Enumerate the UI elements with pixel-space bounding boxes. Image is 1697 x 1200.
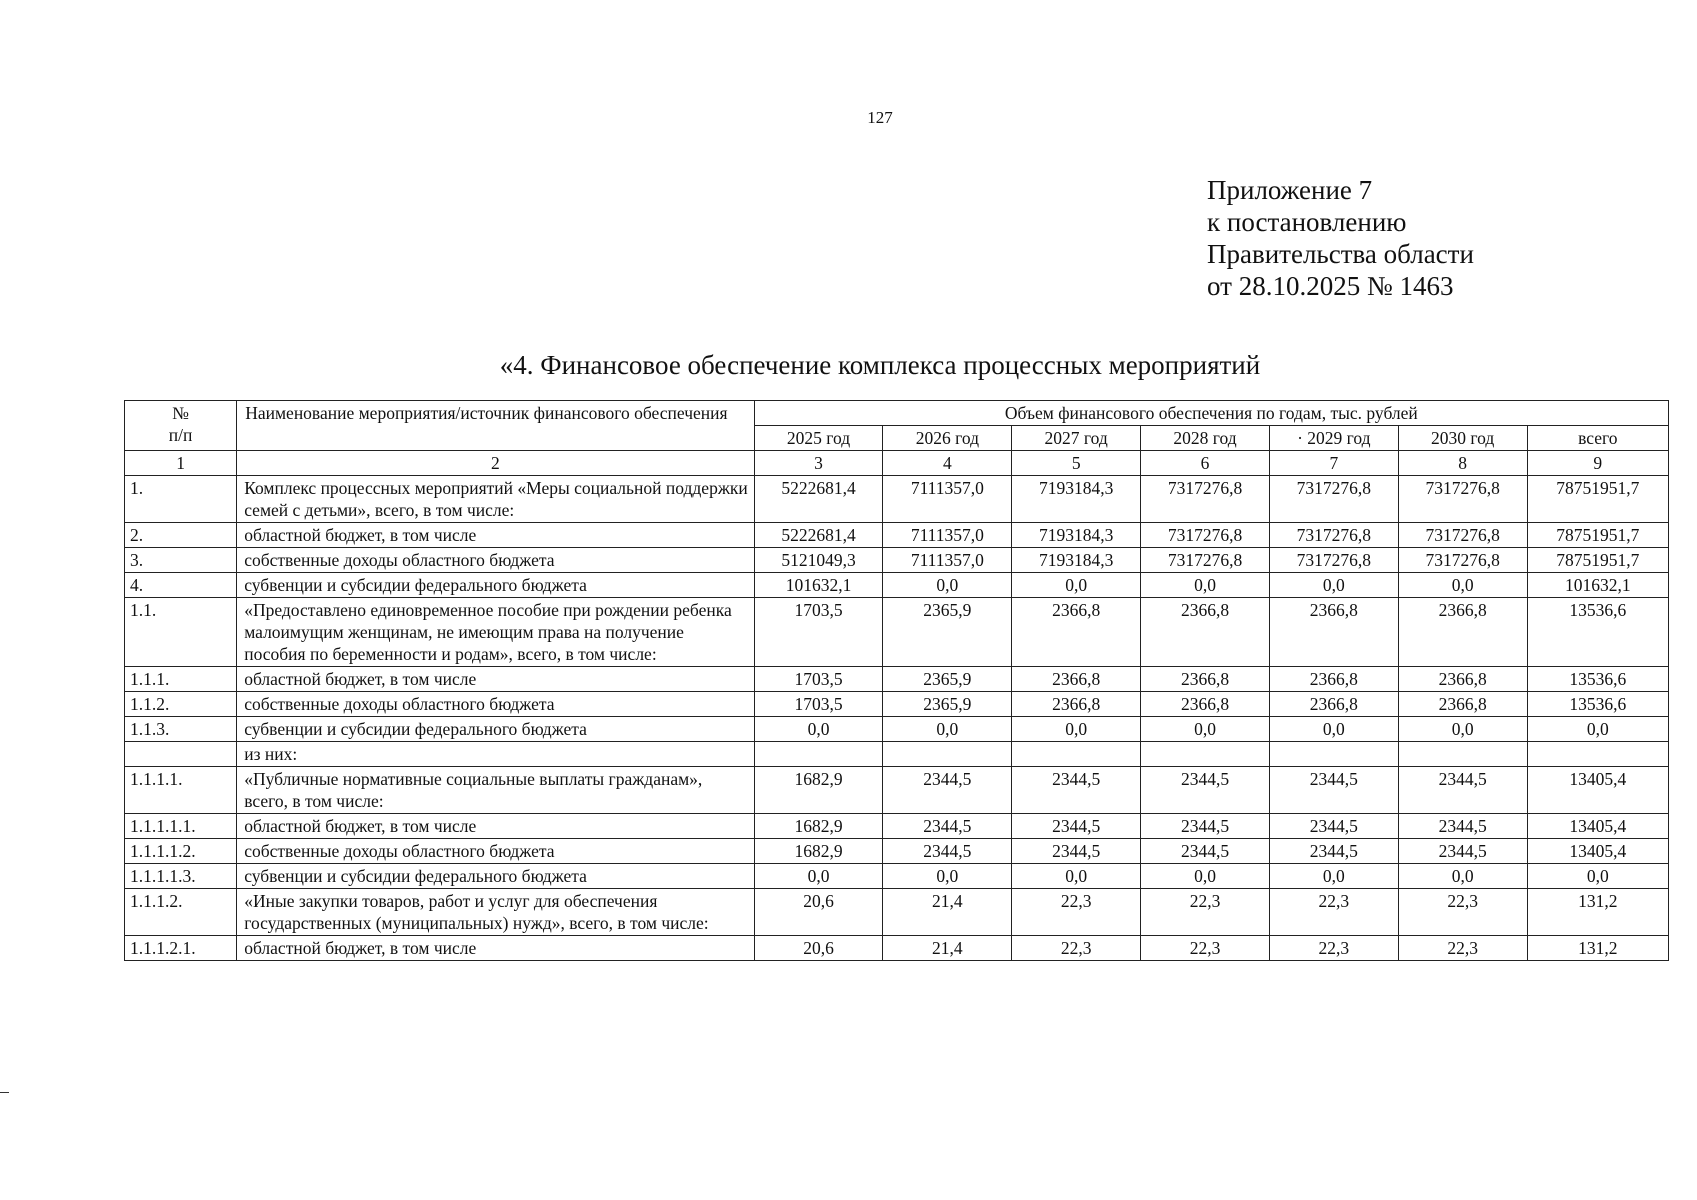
row-value: 2366,8 — [1269, 598, 1398, 667]
row-value: 5222681,4 — [754, 523, 883, 548]
row-value — [1012, 742, 1141, 767]
row-value: 1703,5 — [754, 667, 883, 692]
col-number: 2 — [237, 451, 754, 476]
table-body — [125, 476, 1669, 961]
row-value: 1682,9 — [754, 839, 883, 864]
appendix-line: к постановлению — [1207, 207, 1407, 237]
row-value: 21,4 — [883, 936, 1012, 961]
row-value: 2366,8 — [1012, 692, 1141, 717]
table-row — [125, 573, 1669, 598]
row-value: 1703,5 — [754, 692, 883, 717]
appendix-block — [1207, 174, 1474, 302]
row-value: 0,0 — [754, 864, 883, 889]
row-value: 22,3 — [1012, 889, 1141, 936]
row-value: 1703,5 — [754, 598, 883, 667]
row-value: 0,0 — [883, 864, 1012, 889]
row-value: 2344,5 — [1141, 839, 1270, 864]
row-value: 2344,5 — [1398, 839, 1527, 864]
table-row — [125, 742, 1669, 767]
row-value: 22,3 — [1269, 936, 1398, 961]
table-row — [125, 936, 1669, 961]
row-number: 1.1.1.2. — [125, 889, 237, 936]
row-value: 22,3 — [1269, 889, 1398, 936]
row-value: 0,0 — [1398, 864, 1527, 889]
row-value: 0,0 — [1269, 717, 1398, 742]
header-year: 2025 год — [754, 426, 883, 451]
margin-mark — [0, 1092, 9, 1093]
row-value — [754, 742, 883, 767]
row-name: из них: — [237, 742, 754, 767]
row-value: 7317276,8 — [1398, 476, 1527, 523]
row-number: 1.1.3. — [125, 717, 237, 742]
row-name: областной бюджет, в том числе — [237, 667, 754, 692]
row-value: 2366,8 — [1141, 667, 1270, 692]
row-total: 13536,6 — [1527, 692, 1668, 717]
row-total: 131,2 — [1527, 889, 1668, 936]
col-number: 9 — [1527, 451, 1668, 476]
row-value: 22,3 — [1012, 936, 1141, 961]
row-value: 7317276,8 — [1141, 476, 1270, 523]
row-value — [1269, 742, 1398, 767]
row-name: областной бюджет, в том числе — [237, 814, 754, 839]
row-number: 1.1.1.1.3. — [125, 864, 237, 889]
row-value: 7111357,0 — [883, 476, 1012, 523]
row-value: 2344,5 — [1141, 814, 1270, 839]
row-total: 0,0 — [1527, 864, 1668, 889]
row-value: 2366,8 — [1141, 598, 1270, 667]
appendix-line: Правительства области — [1207, 239, 1474, 269]
row-number: 1.1.1. — [125, 667, 237, 692]
row-total: 13405,4 — [1527, 767, 1668, 814]
row-value: 2365,9 — [883, 598, 1012, 667]
row-value: 2365,9 — [883, 692, 1012, 717]
row-value: 7317276,8 — [1269, 476, 1398, 523]
row-total: 78751951,7 — [1527, 548, 1668, 573]
row-total: 13536,6 — [1527, 667, 1668, 692]
row-value: 5121049,3 — [754, 548, 883, 573]
col-number: 3 — [754, 451, 883, 476]
header-year: · 2029 год — [1269, 426, 1398, 451]
row-number: 2. — [125, 523, 237, 548]
row-value: 0,0 — [1269, 573, 1398, 598]
row-value: 7317276,8 — [1141, 548, 1270, 573]
row-name: собственные доходы областного бюджета — [237, 692, 754, 717]
row-value: 0,0 — [1141, 717, 1270, 742]
table-row — [125, 889, 1669, 936]
row-value: 2344,5 — [1269, 839, 1398, 864]
row-value: 1682,9 — [754, 767, 883, 814]
row-number — [125, 742, 237, 767]
header-name: Наименование мероприятия/источник финансового обеспечения — [237, 401, 754, 451]
row-value: 7317276,8 — [1141, 523, 1270, 548]
row-value: 2366,8 — [1398, 598, 1527, 667]
row-name: «Публичные нормативные социальные выплаты гражданам», всего, в том числе: — [237, 767, 754, 814]
row-total: 13405,4 — [1527, 839, 1668, 864]
row-value: 2366,8 — [1012, 598, 1141, 667]
row-value: 22,3 — [1141, 936, 1270, 961]
row-value: 0,0 — [1141, 864, 1270, 889]
row-number: 1. — [125, 476, 237, 523]
header-year: 2028 год — [1141, 426, 1270, 451]
row-total: 0,0 — [1527, 717, 1668, 742]
row-number: 1.1.1.1. — [125, 767, 237, 814]
row-number: 1.1.1.2.1. — [125, 936, 237, 961]
row-value: 7317276,8 — [1398, 548, 1527, 573]
row-value: 2344,5 — [883, 839, 1012, 864]
page-number: 127 — [867, 108, 893, 127]
col-number: 5 — [1012, 451, 1141, 476]
row-value: 5222681,4 — [754, 476, 883, 523]
row-value: 0,0 — [883, 573, 1012, 598]
row-value: 2344,5 — [1398, 767, 1527, 814]
table-row — [125, 767, 1669, 814]
row-value: 0,0 — [1141, 573, 1270, 598]
table-row — [125, 717, 1669, 742]
appendix-line: от 28.10.2025 № 1463 — [1207, 271, 1454, 301]
row-name: субвенции и субсидии федерального бюджета — [237, 864, 754, 889]
table-row — [125, 598, 1669, 667]
col-number: 4 — [883, 451, 1012, 476]
row-number: 1.1. — [125, 598, 237, 667]
row-name: «Предоставлено единовременное пособие при рождении ребенка малоимущим женщинам, не имеющим права на получение пособия по беременности и родам», всего, в том числе: — [237, 598, 754, 667]
col-number: 7 — [1269, 451, 1398, 476]
row-number: 1.1.2. — [125, 692, 237, 717]
row-value: 2366,8 — [1141, 692, 1270, 717]
row-name: областной бюджет, в том числе — [237, 936, 754, 961]
row-value: 0,0 — [1269, 864, 1398, 889]
row-value: 2344,5 — [1012, 814, 1141, 839]
row-value: 0,0 — [1012, 864, 1141, 889]
row-number: 1.1.1.1.1. — [125, 814, 237, 839]
row-total: 131,2 — [1527, 936, 1668, 961]
row-value: 2344,5 — [1269, 814, 1398, 839]
row-total: 101632,1 — [1527, 573, 1668, 598]
row-value: 7317276,8 — [1269, 548, 1398, 573]
row-value — [883, 742, 1012, 767]
row-name: субвенции и субсидии федерального бюджета — [237, 717, 754, 742]
table-row — [125, 523, 1669, 548]
header-num: № п/п — [125, 401, 237, 451]
row-value: 20,6 — [754, 936, 883, 961]
row-value: 22,3 — [1398, 936, 1527, 961]
header-year: 2030 год — [1398, 426, 1527, 451]
row-value: 7193184,3 — [1012, 523, 1141, 548]
row-value: 0,0 — [754, 717, 883, 742]
row-value: 2366,8 — [1269, 692, 1398, 717]
row-value: 0,0 — [1012, 717, 1141, 742]
row-value: 2344,5 — [1269, 767, 1398, 814]
row-value: 2365,9 — [883, 667, 1012, 692]
row-value: 7317276,8 — [1398, 523, 1527, 548]
table-row — [125, 839, 1669, 864]
row-total: 13405,4 — [1527, 814, 1668, 839]
table-header — [125, 401, 1669, 476]
table-row — [125, 864, 1669, 889]
row-value: 0,0 — [1398, 717, 1527, 742]
row-value — [1141, 742, 1270, 767]
col-number: 6 — [1141, 451, 1270, 476]
row-total: 78751951,7 — [1527, 476, 1668, 523]
header-year: 2027 год — [1012, 426, 1141, 451]
table-row — [125, 667, 1669, 692]
row-total — [1527, 742, 1668, 767]
row-value: 22,3 — [1141, 889, 1270, 936]
col-number: 1 — [125, 451, 237, 476]
row-number: 3. — [125, 548, 237, 573]
row-value: 21,4 — [883, 889, 1012, 936]
appendix-line: Приложение 7 — [1207, 175, 1373, 205]
document-title: «4. Финансовое обеспечение комплекса процессных мероприятий — [499, 350, 1261, 380]
header-total: всего — [1527, 426, 1668, 451]
row-value: 2366,8 — [1398, 692, 1527, 717]
row-value: 2366,8 — [1269, 667, 1398, 692]
row-value: 2344,5 — [1012, 839, 1141, 864]
row-name: «Иные закупки товаров, работ и услуг для обеспечения государственных (муниципальных) нужд», всего, в том числе: — [237, 889, 754, 936]
row-name: Комплекс процессных мероприятий «Меры социальной поддержки семей с детьми», всего, в том числе: — [237, 476, 754, 523]
financing-table — [124, 400, 1669, 961]
row-value — [1398, 742, 1527, 767]
row-value: 1682,9 — [754, 814, 883, 839]
table-row — [125, 692, 1669, 717]
row-value: 2344,5 — [1398, 814, 1527, 839]
row-value: 2344,5 — [883, 767, 1012, 814]
row-value: 0,0 — [883, 717, 1012, 742]
row-value: 7111357,0 — [883, 523, 1012, 548]
row-value: 7317276,8 — [1269, 523, 1398, 548]
row-name: областной бюджет, в том числе — [237, 523, 754, 548]
col-number: 8 — [1398, 451, 1527, 476]
row-name: собственные доходы областного бюджета — [237, 548, 754, 573]
row-name: субвенции и субсидии федерального бюджета — [237, 573, 754, 598]
row-name: собственные доходы областного бюджета — [237, 839, 754, 864]
row-value: 101632,1 — [754, 573, 883, 598]
row-total: 78751951,7 — [1527, 523, 1668, 548]
row-value: 20,6 — [754, 889, 883, 936]
row-value: 22,3 — [1398, 889, 1527, 936]
row-value: 0,0 — [1398, 573, 1527, 598]
header-year: 2026 год — [883, 426, 1012, 451]
row-total: 13536,6 — [1527, 598, 1668, 667]
row-value: 7111357,0 — [883, 548, 1012, 573]
row-value: 0,0 — [1012, 573, 1141, 598]
row-number: 4. — [125, 573, 237, 598]
row-value: 2344,5 — [1012, 767, 1141, 814]
table-row — [125, 814, 1669, 839]
row-value: 2344,5 — [1141, 767, 1270, 814]
row-value: 7193184,3 — [1012, 476, 1141, 523]
header-volume: Объем финансового обеспечения по годам, тыс. рублей — [754, 401, 1668, 426]
row-value: 2344,5 — [883, 814, 1012, 839]
row-value: 2366,8 — [1012, 667, 1141, 692]
table-row — [125, 476, 1669, 523]
row-value: 2366,8 — [1398, 667, 1527, 692]
table-row — [125, 548, 1669, 573]
row-value: 7193184,3 — [1012, 548, 1141, 573]
row-number: 1.1.1.1.2. — [125, 839, 237, 864]
